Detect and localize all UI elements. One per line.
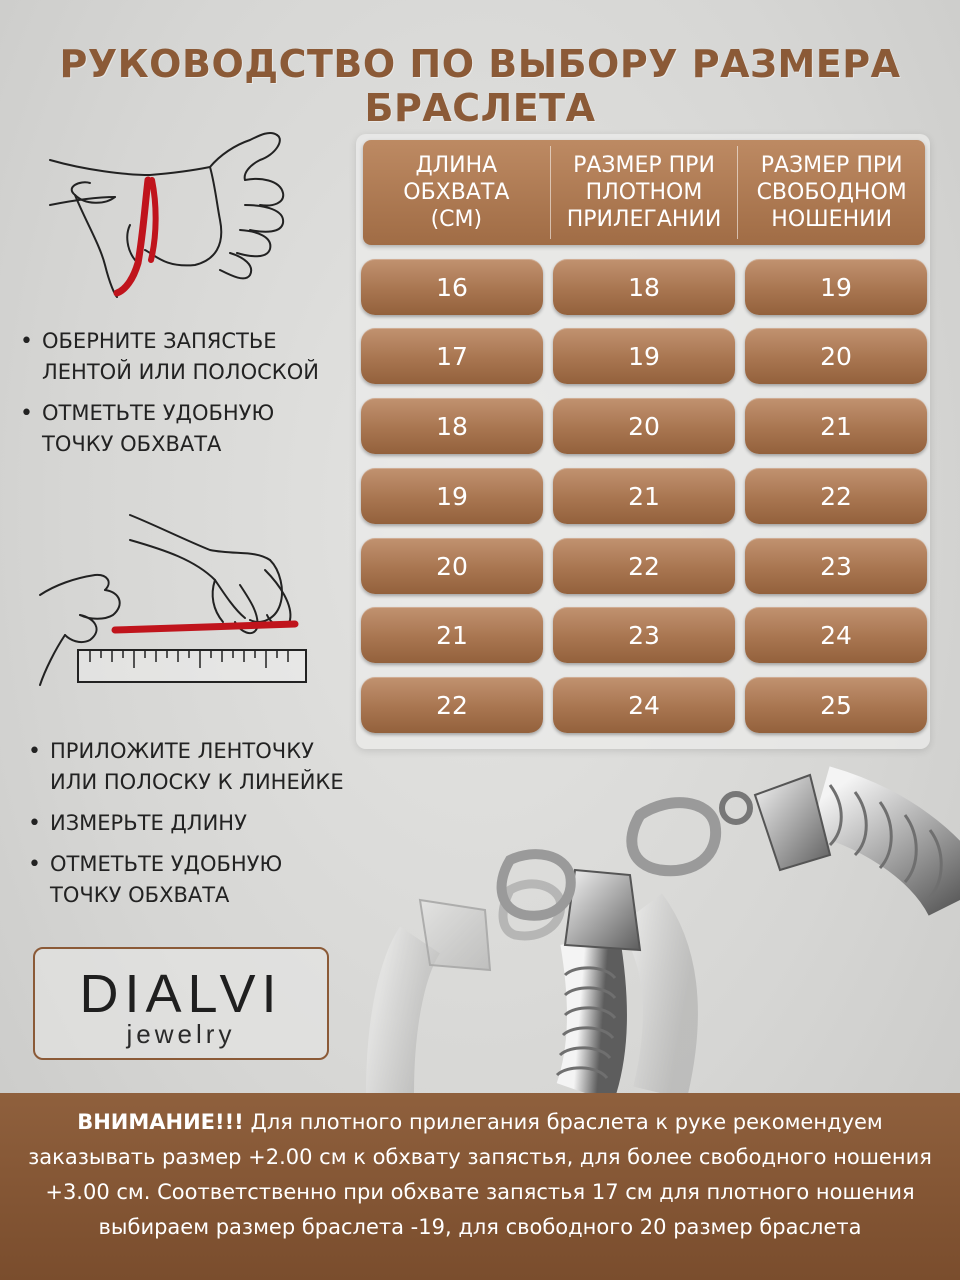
cell-loose: 23 — [745, 538, 927, 594]
cell-tight: 18 — [553, 259, 735, 315]
brand-logo — [33, 947, 329, 1060]
notice-heading: ВНИМАНИЕ!!! — [77, 1110, 244, 1134]
header-girth: ДЛИНА ОБХВАТА (СМ) — [403, 153, 510, 232]
logo-subtitle: jewelry — [126, 1019, 236, 1049]
logo-wordmark: DIALVI — [79, 964, 283, 1024]
header-loose-fit: РАЗМЕР ПРИ СВОБОДНОМ НОШЕНИИ — [737, 146, 925, 239]
cell-loose: 20 — [745, 328, 927, 384]
notice-body: Для плотного прилегания браслета к руке рекомендуем заказывать размер +2.00 см к обхвату запястья, для более свободного ношения +3.00 см. Соответственно при обхвате запястья 17 см для плотного ношения выбираем размер браслета -19, для свободного 20 размер браслета — [28, 1110, 932, 1239]
cell-loose: 25 — [745, 677, 927, 733]
cell-tight: 21 — [553, 468, 735, 524]
cell-loose: 21 — [745, 398, 927, 454]
cell-tight: 22 — [553, 538, 735, 594]
cell-tight: 20 — [553, 398, 735, 454]
cell-tight: 23 — [553, 607, 735, 663]
cell-loose: 24 — [745, 607, 927, 663]
instruction-item: • ПРИЛОЖИТЕ ЛЕНТОЧКУ ИЛИ ПОЛОСКУ К ЛИНЕЙКЕ — [28, 736, 344, 798]
table-row — [361, 468, 927, 526]
table-row — [361, 259, 927, 317]
instruction-item: • ОТМЕТЬТЕ УДОБНУЮ ТОЧКУ ОБХВАТА — [28, 849, 344, 911]
instruction-item: • ИЗМЕРЬТЕ ДЛИНУ — [28, 808, 344, 839]
wrist-wrap-illustration — [45, 125, 315, 300]
page-title: РУКОВОДСТВО ПО ВЫБОРУ РАЗМЕРА БРАСЛЕТА — [59, 42, 901, 130]
bracelet-product-image — [360, 760, 960, 1093]
cell-tight: 24 — [553, 677, 735, 733]
notice-banner — [0, 1093, 960, 1280]
size-table-header — [363, 140, 925, 245]
cell-tight: 19 — [553, 328, 735, 384]
table-row — [361, 328, 927, 386]
cell-loose: 22 — [745, 468, 927, 524]
table-row — [361, 677, 927, 735]
instructions-wrap — [20, 326, 319, 470]
cell-loose: 19 — [745, 259, 927, 315]
table-row — [361, 607, 927, 665]
cell-girth: 22 — [361, 677, 543, 733]
cell-girth: 19 — [361, 468, 543, 524]
ruler-measure-illustration — [35, 510, 315, 695]
table-row — [361, 398, 927, 456]
cell-girth: 21 — [361, 607, 543, 663]
notice-text — [22, 1105, 938, 1245]
instruction-item: • ОТМЕТЬТЕ УДОБНУЮ ТОЧКУ ОБХВАТА — [20, 398, 319, 460]
cell-girth: 18 — [361, 398, 543, 454]
cell-girth: 20 — [361, 538, 543, 594]
cell-girth: 16 — [361, 259, 543, 315]
cell-girth: 17 — [361, 328, 543, 384]
instructions-measure — [28, 736, 344, 921]
table-row — [361, 538, 927, 596]
instruction-item: • ОБЕРНИТЕ ЗАПЯСТЬЕ ЛЕНТОЙ ИЛИ ПОЛОСКОЙ — [20, 326, 319, 388]
header-tight-fit: РАЗМЕР ПРИ ПЛОТНОМ ПРИЛЕГАНИИ — [550, 146, 738, 239]
